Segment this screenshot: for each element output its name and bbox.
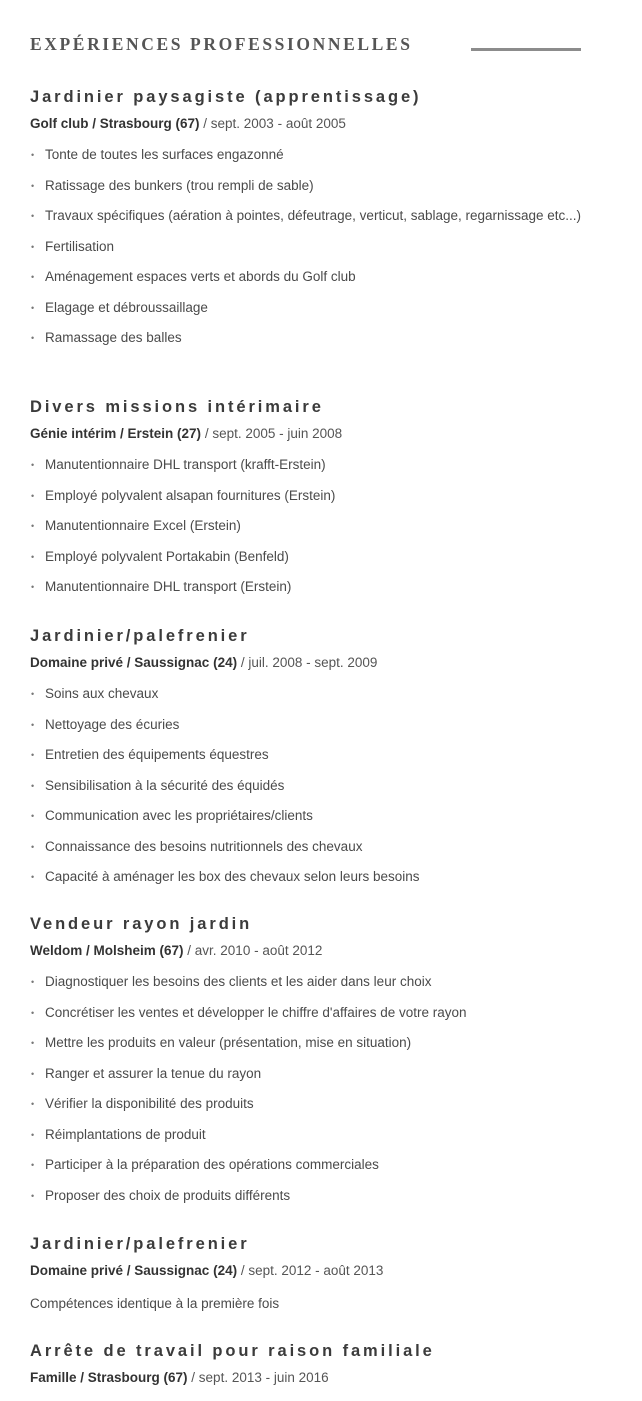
job-period: / avr. 2010 - août 2012 [183,943,323,958]
task-item: • Nettoyage des écuries [30,714,590,736]
task-item: • Aménagement espaces verts et abords du Golf club [30,266,590,288]
job-meta [30,1261,590,1281]
job-company: Génie intérim / Erstein (27) [30,426,202,441]
task-item: • Concrétiser les ventes et développer le chiffre d'affaires de votre rayon [30,1002,590,1024]
task-item: • Fertilisation [30,236,590,258]
task-item: • Manutentionnaire DHL transport (Erstein) [30,576,590,598]
job-period: / juil. 2008 - sept. 2009 [237,655,378,670]
job-title: Jardinier/palefrenier [30,627,250,645]
job-entry [30,625,590,897]
job-meta [30,941,590,961]
job-entry [30,396,590,607]
job-company: Famille / Strasbourg (67) [30,1370,188,1385]
section-header [30,34,590,60]
task-item: • Ranger et assurer la tenue du rayon [30,1063,590,1085]
job-company: Domaine privé / Saussignac (24) [30,655,238,670]
job-entry [30,913,590,1215]
job-title: Vendeur rayon jardin [30,915,253,933]
task-item: • Capacité à aménager les box des chevaux selon leurs besoins [30,866,590,888]
job-period: / sept. 2012 - août 2013 [237,1263,384,1278]
job-entry [30,1233,590,1315]
section-divider [471,48,581,51]
job-meta [30,653,590,673]
task-list [30,683,590,888]
task-item: • Travaux spécifiques (aération à pointes, défeutrage, verticut, sablage, regarnissage etc...) [30,205,590,227]
task-item: • Diagnostiquer les besoins des clients et les aider dans leur choix [30,971,590,993]
job-title: Jardinier/palefrenier [30,1235,250,1253]
task-list [30,971,590,1207]
job-entry [30,1340,590,1388]
job-note: Compétences identique à la première fois [30,1296,280,1311]
task-list [30,144,590,349]
job-period: / sept. 2005 - juin 2008 [201,426,343,441]
job-title: Jardinier paysagiste (apprentissage) [30,88,422,106]
task-item: • Vérifier la disponibilité des produits [30,1093,590,1115]
job-period: / sept. 2003 - août 2005 [199,116,346,131]
job-company: Golf club / Strasbourg (67) [30,116,200,131]
task-list [30,454,590,598]
task-item: • Manutentionnaire Excel (Erstein) [30,515,590,537]
task-item: • Employé polyvalent alsapan fournitures (Erstein) [30,485,590,507]
task-item: • Manutentionnaire DHL transport (krafft-Erstein) [30,454,590,476]
task-item: • Mettre les produits en valeur (présentation, mise en situation) [30,1032,590,1054]
task-item: • Ramassage des balles [30,327,590,349]
section-title: EXPÉRIENCES PROFESSIONNELLES [30,34,413,54]
task-item: • Sensibilisation à la sécurité des équidés [30,775,590,797]
job-meta [30,424,590,444]
job-title: Arrête de travail pour raison familiale [30,1342,435,1360]
task-item: • Elagage et débroussaillage [30,297,590,319]
task-item: • Participer à la préparation des opérations commerciales [30,1154,590,1176]
job-meta [30,1368,590,1388]
task-item: • Connaissance des besoins nutritionnels des chevaux [30,836,590,858]
task-item: • Soins aux chevaux [30,683,590,705]
task-item: • Ratissage des bunkers (trou rempli de sable) [30,175,590,197]
task-item: • Employé polyvalent Portakabin (Benfeld) [30,546,590,568]
task-item: • Proposer des choix de produits différents [30,1185,590,1207]
job-company: Weldom / Molsheim (67) [30,943,184,958]
task-item: • Tonte de toutes les surfaces engazonné [30,144,590,166]
task-item: • Communication avec les propriétaires/clients [30,805,590,827]
job-title: Divers missions intérimaire [30,398,324,416]
task-item: • Réimplantations de produit [30,1124,590,1146]
job-company: Domaine privé / Saussignac (24) [30,1263,238,1278]
job-meta [30,114,590,134]
job-entry [30,86,590,358]
job-period: / sept. 2013 - juin 2016 [187,1370,329,1385]
task-item: • Entretien des équipements équestres [30,744,590,766]
